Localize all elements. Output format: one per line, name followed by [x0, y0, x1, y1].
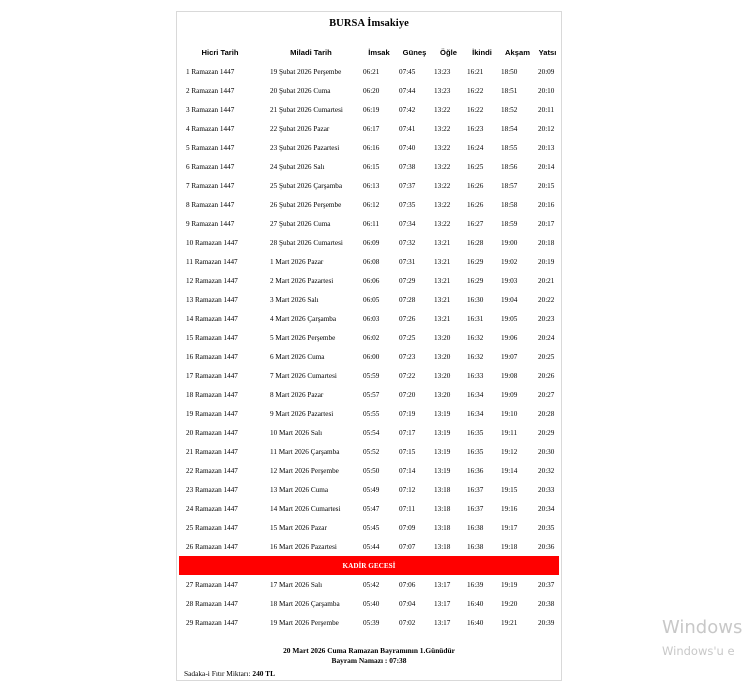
- table-cell: 06:19: [363, 105, 380, 114]
- table-cell: 20:25: [538, 352, 555, 361]
- table-cell: 12 Ramazan 1447: [186, 276, 238, 285]
- table-cell: 6 Mart 2026 Cuma: [270, 352, 325, 361]
- table-cell: 05:52: [363, 447, 380, 456]
- table-row: [179, 214, 559, 233]
- table-cell: 06:05: [363, 295, 380, 304]
- table-cell: 13:23: [434, 67, 451, 76]
- table-cell: 19:09: [501, 390, 518, 399]
- table-cell: 07:28: [399, 295, 416, 304]
- fitre-value: 240 TL: [252, 669, 276, 678]
- table-cell: 19:05: [501, 314, 518, 323]
- table-cell: 16:40: [467, 599, 484, 608]
- table-cell: 07:35: [399, 200, 416, 209]
- table-cell: 13:22: [434, 162, 451, 171]
- table-cell: 8 Ramazan 1447: [186, 200, 235, 209]
- column-header: Hicri Tarih: [201, 47, 239, 57]
- table-cell: 18 Mart 2026 Çarşamba: [270, 599, 340, 608]
- table-cell: 05:44: [363, 542, 380, 551]
- column-header: Yatsı: [538, 47, 557, 57]
- table-cell: 1 Ramazan 1447: [186, 67, 235, 76]
- table-row: [179, 480, 559, 499]
- table-cell: 8 Mart 2026 Pazar: [270, 390, 324, 399]
- windows-activation-subtext: Windows'u e: [662, 644, 735, 658]
- table-cell: 20:15: [538, 181, 555, 190]
- table-cell: 19:04: [501, 295, 518, 304]
- table-cell: 27 Şubat 2026 Cuma: [270, 219, 331, 228]
- table-cell: 20:19: [538, 257, 555, 266]
- table-cell: 07:40: [399, 143, 416, 152]
- table-cell: 25 Ramazan 1447: [186, 523, 238, 532]
- table-cell: 16:40: [467, 618, 484, 627]
- table-cell: 7 Ramazan 1447: [186, 181, 235, 190]
- table-cell: 07:32: [399, 238, 416, 247]
- table-cell: 20:27: [538, 390, 555, 399]
- table-row: [179, 309, 559, 328]
- table-cell: 3 Mart 2026 Salı: [270, 295, 319, 304]
- table-row: [179, 62, 559, 81]
- table-cell: 20:10: [538, 86, 555, 95]
- table-cell: 13:21: [434, 314, 451, 323]
- table-cell: 13 Mart 2026 Cuma: [270, 485, 329, 494]
- table-cell: 06:16: [363, 143, 380, 152]
- table-cell: 07:23: [399, 352, 416, 361]
- table-cell: 11 Ramazan 1447: [186, 257, 238, 266]
- windows-activation-watermark: Windows: [662, 617, 743, 638]
- table-cell: 06:12: [363, 200, 380, 209]
- table-cell: 20:36: [538, 542, 555, 551]
- table-row: [179, 385, 559, 404]
- table-cell: 20:26: [538, 371, 555, 380]
- table-cell: 18:54: [501, 124, 518, 133]
- table-cell: 18 Ramazan 1447: [186, 390, 238, 399]
- table-cell: 23 Ramazan 1447: [186, 485, 238, 494]
- table-cell: 16:35: [467, 447, 484, 456]
- imsakiye-table: [179, 42, 559, 632]
- table-cell: 16:31: [467, 314, 484, 323]
- table-cell: 14 Ramazan 1447: [186, 314, 238, 323]
- table-cell: 07:14: [399, 466, 416, 475]
- table-cell: 20:34: [538, 504, 555, 513]
- table-cell: 13:22: [434, 219, 451, 228]
- table-row: [179, 138, 559, 157]
- table-cell: 13:21: [434, 238, 451, 247]
- table-row: [179, 575, 559, 594]
- table-row: [179, 195, 559, 214]
- table-cell: 07:34: [399, 219, 416, 228]
- column-header: Miladi Tarih: [290, 47, 332, 57]
- table-cell: 16:25: [467, 162, 484, 171]
- table-cell: 07:29: [399, 276, 416, 285]
- table-cell: 19:00: [501, 238, 518, 247]
- table-cell: 13:17: [434, 618, 451, 627]
- kadir-gecesi-row: [179, 556, 559, 575]
- table-row: [179, 328, 559, 347]
- table-cell: 07:31: [399, 257, 416, 266]
- table-row: [179, 537, 559, 556]
- table-row: [179, 518, 559, 537]
- table-cell: 20:39: [538, 618, 555, 627]
- table-cell: 13:18: [434, 523, 451, 532]
- table-cell: 28 Şubat 2026 Cumartesi: [270, 238, 343, 247]
- table-cell: 06:06: [363, 276, 380, 285]
- table-cell: 13:21: [434, 257, 451, 266]
- table-cell: 3 Ramazan 1447: [186, 105, 235, 114]
- table-cell: 07:04: [399, 599, 416, 608]
- table-cell: 06:15: [363, 162, 380, 171]
- table-cell: 16:35: [467, 428, 484, 437]
- table-cell: 06:21: [363, 67, 380, 76]
- table-cell: 22 Şubat 2026 Pazar: [270, 124, 330, 133]
- table-cell: 16:36: [467, 466, 484, 475]
- table-cell: 07:44: [399, 86, 416, 95]
- table-cell: 13:22: [434, 143, 451, 152]
- table-cell: 20:35: [538, 523, 555, 532]
- table-cell: 17 Ramazan 1447: [186, 371, 238, 380]
- imsakiye-sheet: [176, 11, 562, 681]
- table-cell: 16:32: [467, 352, 484, 361]
- table-cell: 19:15: [501, 485, 518, 494]
- column-header: İmsak: [368, 47, 390, 57]
- table-cell: 19:17: [501, 523, 518, 532]
- table-cell: 18:52: [501, 105, 518, 114]
- table-cell: 07:19: [399, 409, 416, 418]
- table-cell: 19:06: [501, 333, 518, 342]
- table-cell: 07:11: [399, 504, 416, 513]
- table-row: [179, 613, 559, 632]
- table-cell: 19:16: [501, 504, 518, 513]
- table-cell: 22 Ramazan 1447: [186, 466, 238, 475]
- table-cell: 11 Mart 2026 Çarşamba: [270, 447, 340, 456]
- table-cell: 20:21: [538, 276, 555, 285]
- table-cell: 07:37: [399, 181, 416, 190]
- table-cell: 6 Ramazan 1447: [186, 162, 235, 171]
- table-row: [179, 461, 559, 480]
- table-row: [179, 81, 559, 100]
- table-cell: 06:11: [363, 219, 380, 228]
- table-cell: 16:29: [467, 276, 484, 285]
- table-cell: 05:45: [363, 523, 380, 532]
- table-cell: 13:22: [434, 200, 451, 209]
- table-cell: 16:39: [467, 580, 484, 589]
- table-row: [179, 499, 559, 518]
- table-cell: 05:49: [363, 485, 380, 494]
- table-cell: 16:38: [467, 542, 484, 551]
- table-cell: 18:58: [501, 200, 518, 209]
- table-cell: 07:12: [399, 485, 416, 494]
- column-header: Akşam: [505, 47, 530, 57]
- table-cell: 05:47: [363, 504, 380, 513]
- table-cell: 16:23: [467, 124, 484, 133]
- table-cell: 07:25: [399, 333, 416, 342]
- table-cell: 13:17: [434, 599, 451, 608]
- table-cell: 05:40: [363, 599, 380, 608]
- table-cell: 13:19: [434, 428, 451, 437]
- table-cell: 13:20: [434, 390, 451, 399]
- table-cell: 16:37: [467, 504, 484, 513]
- fitre-label: Sadaka-i Fıtır Miktarı:: [184, 669, 251, 678]
- table-cell: 16:22: [467, 105, 484, 114]
- table-cell: 16:37: [467, 485, 484, 494]
- table-cell: 18:59: [501, 219, 518, 228]
- table-cell: 26 Ramazan 1447: [186, 542, 238, 551]
- table-cell: 06:09: [363, 238, 380, 247]
- table-cell: 07:26: [399, 314, 416, 323]
- table-cell: 19 Mart 2026 Perşembe: [270, 618, 339, 627]
- table-cell: 16 Mart 2026 Pazartesi: [270, 542, 337, 551]
- table-cell: 20:30: [538, 447, 555, 456]
- table-cell: 07:17: [399, 428, 416, 437]
- table-cell: 16:38: [467, 523, 484, 532]
- table-cell: 9 Mart 2026 Pazartesi: [270, 409, 334, 418]
- table-cell: 13:21: [434, 276, 451, 285]
- table-cell: 20:09: [538, 67, 555, 76]
- table-cell: 07:15: [399, 447, 416, 456]
- table-cell: 19 Şubat 2026 Perşembe: [270, 67, 342, 76]
- table-cell: 1 Mart 2026 Pazar: [270, 257, 324, 266]
- table-cell: 20:22: [538, 295, 555, 304]
- table-cell: 16:22: [467, 86, 484, 95]
- table-cell: 13:21: [434, 295, 451, 304]
- table-cell: 07:20: [399, 390, 416, 399]
- column-header: İkindi: [472, 47, 492, 57]
- table-cell: 07:07: [399, 542, 416, 551]
- table-cell: 19:02: [501, 257, 518, 266]
- table-cell: 17 Mart 2026 Salı: [270, 580, 323, 589]
- table-row: [179, 176, 559, 195]
- table-cell: 05:54: [363, 428, 380, 437]
- table-cell: 13:20: [434, 333, 451, 342]
- table-cell: 9 Ramazan 1447: [186, 219, 235, 228]
- table-cell: 4 Mart 2026 Çarşamba: [270, 314, 337, 323]
- table-cell: 07:41: [399, 124, 416, 133]
- table-cell: 05:39: [363, 618, 380, 627]
- table-cell: 10 Ramazan 1447: [186, 238, 238, 247]
- table-cell: 13:20: [434, 352, 451, 361]
- table-cell: 21 Ramazan 1447: [186, 447, 238, 456]
- table-cell: 5 Ramazan 1447: [186, 143, 235, 152]
- table-row: [179, 366, 559, 385]
- table-cell: 20:17: [538, 219, 555, 228]
- table-cell: 7 Mart 2026 Cumartesi: [270, 371, 337, 380]
- table-cell: 06:20: [363, 86, 380, 95]
- table-cell: 28 Ramazan 1447: [186, 599, 238, 608]
- table-cell: 13:22: [434, 124, 451, 133]
- bayram-note: 20 Mart 2026 Cuma Ramazan Bayramının 1.Günüdür: [283, 646, 455, 655]
- table-cell: 19:08: [501, 371, 518, 380]
- table-cell: 20:18: [538, 238, 555, 247]
- table-cell: 19:21: [501, 618, 518, 627]
- table-row: [179, 290, 559, 309]
- table-cell: 16:26: [467, 181, 484, 190]
- table-cell: 16 Ramazan 1447: [186, 352, 238, 361]
- table-row: [179, 347, 559, 366]
- table-cell: 07:45: [399, 67, 416, 76]
- table-cell: 20:16: [538, 200, 555, 209]
- table-cell: 06:00: [363, 352, 380, 361]
- table-cell: 23 Şubat 2026 Pazartesi: [270, 143, 340, 152]
- table-cell: 06:17: [363, 124, 380, 133]
- table-row: [179, 594, 559, 613]
- page-title: BURSA İmsakiye: [329, 18, 409, 29]
- table-cell: 05:55: [363, 409, 380, 418]
- table-cell: 20:28: [538, 409, 555, 418]
- table-cell: 20:23: [538, 314, 555, 323]
- table-cell: 13:18: [434, 504, 451, 513]
- table-cell: 07:02: [399, 618, 416, 627]
- table-row: [179, 252, 559, 271]
- table-cell: 13:17: [434, 580, 451, 589]
- table-row: [179, 423, 559, 442]
- table-cell: 20:12: [538, 124, 555, 133]
- table-cell: 4 Ramazan 1447: [186, 124, 235, 133]
- table-cell: 24 Şubat 2026 Salı: [270, 162, 325, 171]
- table-cell: 07:22: [399, 371, 416, 380]
- table-cell: 07:38: [399, 162, 416, 171]
- table-body-after: [179, 575, 559, 632]
- table-cell: 18:51: [501, 86, 518, 95]
- table-cell: 15 Mart 2026 Pazar: [270, 523, 327, 532]
- table-cell: 18:50: [501, 67, 518, 76]
- table-cell: 20:29: [538, 428, 555, 437]
- table-row: [179, 157, 559, 176]
- table-cell: 19:20: [501, 599, 518, 608]
- table-cell: 07:06: [399, 580, 416, 589]
- table-cell: 13:23: [434, 86, 451, 95]
- table-cell: 19:12: [501, 447, 518, 456]
- table-cell: 20 Şubat 2026 Cuma: [270, 86, 331, 95]
- table-cell: 19:19: [501, 580, 518, 589]
- table-cell: 16:28: [467, 238, 484, 247]
- table-row: [179, 100, 559, 119]
- table-row: [179, 271, 559, 290]
- table-cell: 07:42: [399, 105, 416, 114]
- table-cell: 20:37: [538, 580, 555, 589]
- table-cell: 05:42: [363, 580, 380, 589]
- table-cell: 05:59: [363, 371, 380, 380]
- table-cell: 13:22: [434, 105, 451, 114]
- table-cell: 2 Mart 2026 Pazartesi: [270, 276, 334, 285]
- table-cell: 19:18: [501, 542, 518, 551]
- table-cell: 16:33: [467, 371, 484, 380]
- table-cell: 05:57: [363, 390, 380, 399]
- table-row: [179, 119, 559, 138]
- kadir-gecesi-label: KADİR GECESİ: [179, 556, 559, 575]
- table-cell: 20:32: [538, 466, 555, 475]
- table-cell: 16:29: [467, 257, 484, 266]
- table-cell: 10 Mart 2026 Salı: [270, 428, 323, 437]
- table-cell: 13:19: [434, 466, 451, 475]
- table-cell: 16:34: [467, 409, 484, 418]
- table-cell: 06:03: [363, 314, 380, 323]
- table-cell: 13:20: [434, 371, 451, 380]
- table-cell: 13:18: [434, 542, 451, 551]
- table-cell: 13:19: [434, 409, 451, 418]
- table-cell: 20 Ramazan 1447: [186, 428, 238, 437]
- table-cell: 18:57: [501, 181, 518, 190]
- table-row: [179, 404, 559, 423]
- table-cell: 20:14: [538, 162, 555, 171]
- table-cell: 20:13: [538, 143, 555, 152]
- table-cell: 27 Ramazan 1447: [186, 580, 238, 589]
- table-cell: 16:30: [467, 295, 484, 304]
- column-header: Öğle: [440, 47, 457, 57]
- table-cell: 13:18: [434, 485, 451, 494]
- table-cell: 16:34: [467, 390, 484, 399]
- fitre-amount: [184, 669, 275, 678]
- table-cell: 13 Ramazan 1447: [186, 295, 238, 304]
- table-cell: 15 Ramazan 1447: [186, 333, 238, 342]
- table-cell: 29 Ramazan 1447: [186, 618, 238, 627]
- table-cell: 20:38: [538, 599, 555, 608]
- table-cell: 25 Şubat 2026 Çarşamba: [270, 181, 343, 190]
- table-cell: 24 Ramazan 1447: [186, 504, 238, 513]
- table-cell: 12 Mart 2026 Perşembe: [270, 466, 339, 475]
- table-cell: 13:19: [434, 447, 451, 456]
- table-cell: 20:11: [538, 105, 555, 114]
- table-cell: 19:11: [501, 428, 518, 437]
- table-cell: 06:08: [363, 257, 380, 266]
- table-cell: 16:21: [467, 67, 484, 76]
- column-header: Güneş: [402, 47, 427, 57]
- table-cell: 13:22: [434, 181, 451, 190]
- table-cell: 19:10: [501, 409, 518, 418]
- table-cell: 16:26: [467, 200, 484, 209]
- table-cell: 5 Mart 2026 Perşembe: [270, 333, 336, 342]
- table-cell: 19:14: [501, 466, 518, 475]
- table-cell: 16:24: [467, 143, 484, 152]
- table-cell: 16:27: [467, 219, 484, 228]
- table-row: [179, 442, 559, 461]
- table-cell: 18:55: [501, 143, 518, 152]
- table-cell: 19 Ramazan 1447: [186, 409, 238, 418]
- table-cell: 21 Şubat 2026 Cumartesi: [270, 105, 343, 114]
- table-row: [179, 233, 559, 252]
- table-cell: 06:13: [363, 181, 380, 190]
- table-cell: 20:33: [538, 485, 555, 494]
- table-cell: 18:56: [501, 162, 518, 171]
- table-header-row: [179, 42, 559, 62]
- table-cell: 19:03: [501, 276, 518, 285]
- table-cell: 05:50: [363, 466, 380, 475]
- table-cell: 07:09: [399, 523, 416, 532]
- table-cell: 19:07: [501, 352, 518, 361]
- table-cell: 2 Ramazan 1447: [186, 86, 235, 95]
- table-cell: 20:24: [538, 333, 555, 342]
- table-cell: 06:02: [363, 333, 380, 342]
- bayram-prayer-time: Bayram Namazı : 07:38: [331, 656, 407, 665]
- table-cell: 16:32: [467, 333, 484, 342]
- table-body: [179, 62, 559, 556]
- table-cell: 26 Şubat 2026 Perşembe: [270, 200, 342, 209]
- table-cell: 14 Mart 2026 Cumartesi: [270, 504, 341, 513]
